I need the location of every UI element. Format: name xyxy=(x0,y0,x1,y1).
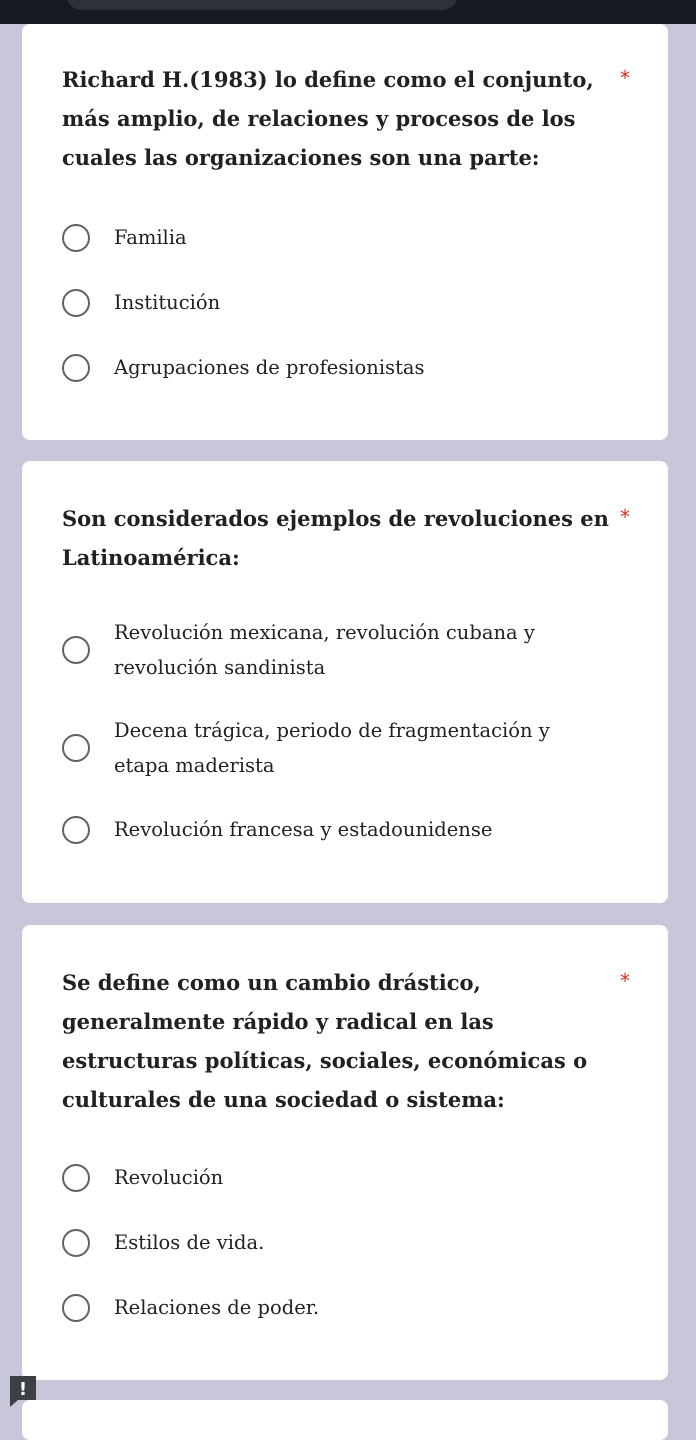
question-card-4 xyxy=(22,1400,668,1440)
required-asterisk: * xyxy=(620,66,630,90)
question-title: Se define como un cambio drástico, generalmente rápido y radical en las estructuras políticas, sociales, económicas o culturales de una sociedad o sistema: xyxy=(62,970,588,1112)
option-revolucion-francesa[interactable] xyxy=(62,812,622,847)
top-status-bar xyxy=(0,0,696,24)
option-revolucion[interactable] xyxy=(62,1160,622,1195)
radio-button[interactable] xyxy=(62,354,90,382)
radio-button[interactable] xyxy=(62,1164,90,1192)
radio-button[interactable] xyxy=(62,289,90,317)
option-estilos-de-vida[interactable] xyxy=(62,1225,622,1260)
radio-button[interactable] xyxy=(62,1294,90,1322)
option-relaciones-de-poder[interactable] xyxy=(62,1290,622,1325)
option-familia[interactable] xyxy=(62,220,622,255)
option-agrupaciones[interactable] xyxy=(62,350,622,385)
option-label: Revolución xyxy=(114,1166,224,1189)
question-title: Son considerados ejemplos de revoluciones en Latinoamérica: xyxy=(62,506,609,570)
exclamation-icon[interactable] xyxy=(8,1374,38,1408)
option-label: Agrupaciones de profesionistas xyxy=(114,356,425,379)
option-label: Institución xyxy=(114,291,221,314)
option-label: Revolución francesa y estadounidense xyxy=(114,818,493,841)
option-revoluciones-latam[interactable] xyxy=(62,615,622,685)
question-card-3 xyxy=(22,925,668,1380)
option-label: Familia xyxy=(114,226,187,249)
option-decena-tragica[interactable] xyxy=(62,713,622,783)
radio-button[interactable] xyxy=(62,1229,90,1257)
radio-button[interactable] xyxy=(62,636,90,664)
radio-button[interactable] xyxy=(62,816,90,844)
option-label: Estilos de vida. xyxy=(114,1231,265,1254)
option-label: Relaciones de poder. xyxy=(114,1296,320,1319)
exclamation-glyph: ! xyxy=(18,1379,28,1400)
radio-button[interactable] xyxy=(62,734,90,762)
required-asterisk: * xyxy=(620,505,630,529)
question-card-2 xyxy=(22,461,668,903)
question-card-1 xyxy=(22,24,668,440)
radio-button[interactable] xyxy=(62,224,90,252)
option-institucion[interactable] xyxy=(62,285,622,320)
required-asterisk: * xyxy=(620,969,630,993)
question-title: Richard H.(1983) lo define como el conjunto, más amplio, de relaciones y procesos de los cuales las organizaciones son una parte: xyxy=(62,67,594,170)
top-bar-pill xyxy=(66,0,458,10)
option-label: Revolución mexicana, revolución cubana y revolución sandinista xyxy=(114,621,535,679)
option-label: Decena trágica, periodo de fragmentación y etapa maderista xyxy=(114,719,550,777)
